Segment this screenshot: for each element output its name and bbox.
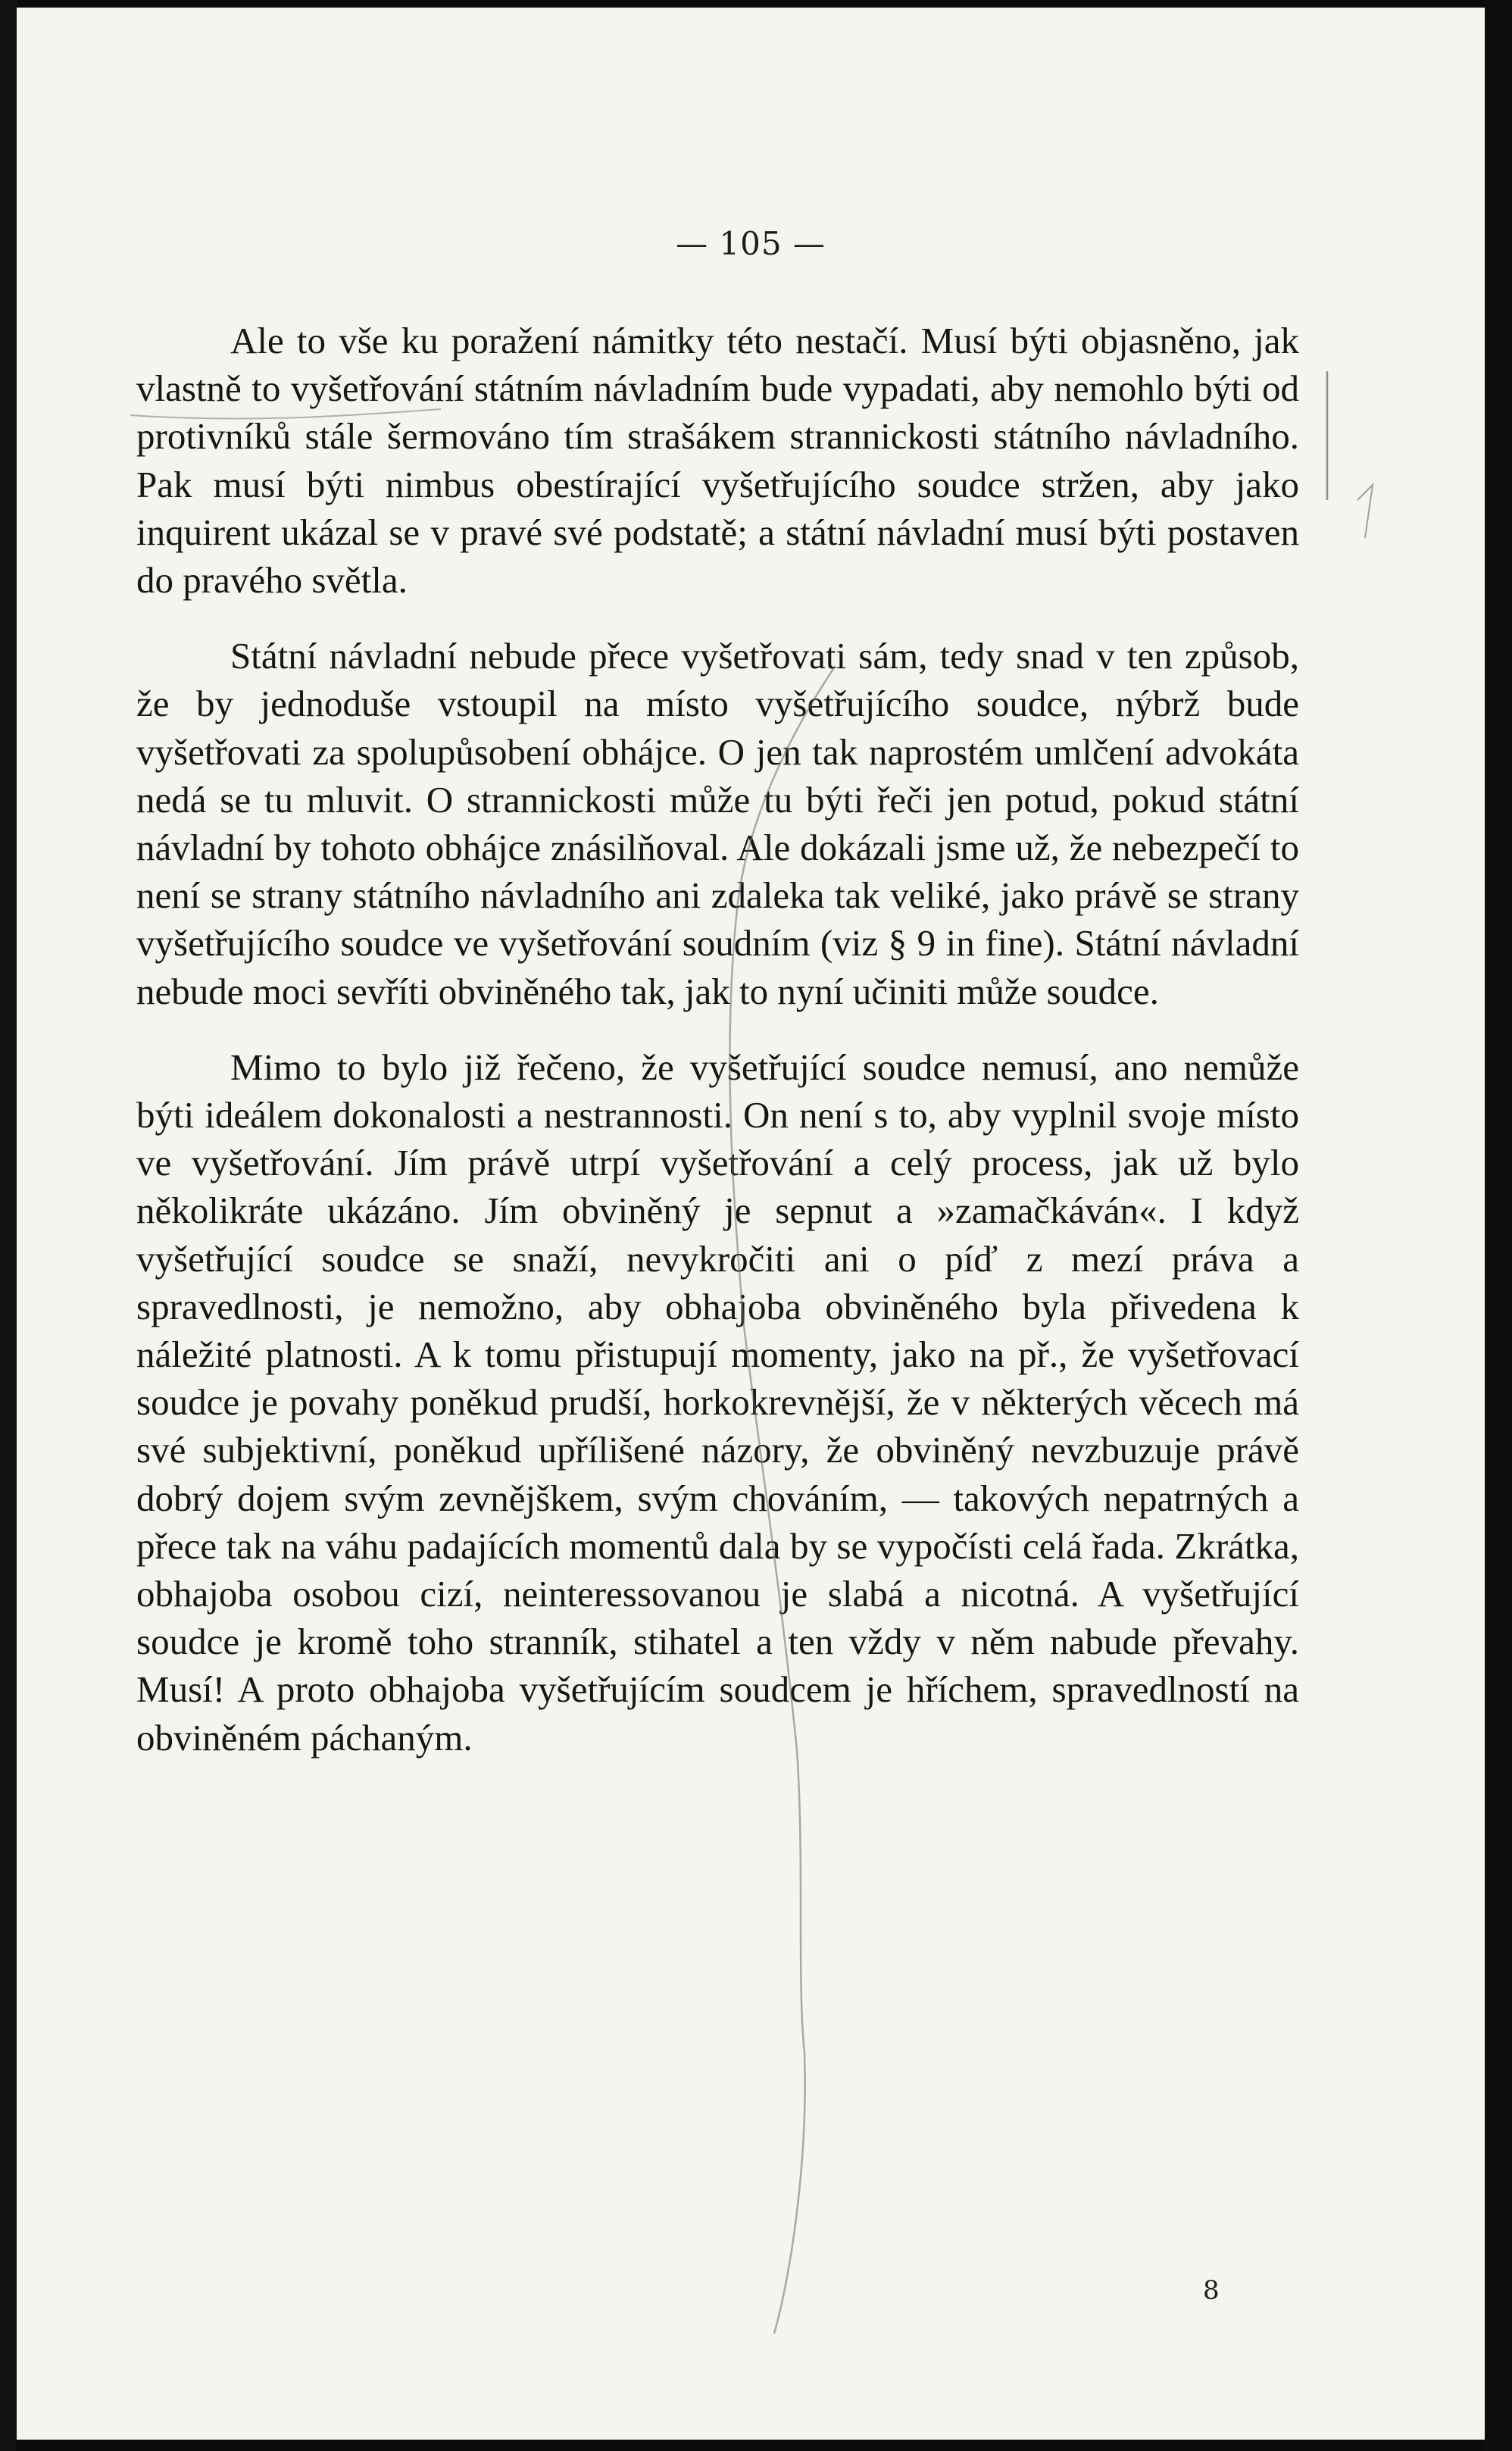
paragraph-1: Ale to vše ku poražení námitky této nestačí. Musí býti objasněno, jak vlastně to vyšetřování státním návladním bude vypadati, aby nemohlo býti od protivníků stále šermováno tím strašákem strannickosti státního návladního. Pak musí býti nimbus obestírající vyšetřujícího soudce stržen, aby jako inquirent ukázal se v pravé své podstatě; a státní návladní musí býti postaven do pravého světla.	[136, 320, 1299, 602]
scan-border-left	[0, 0, 17, 2451]
paragraph-3: Mimo to bylo již řečeno, že vyšetřující soudce nemusí, ano nemůže býti ideálem dokonalosti a nestrannosti. On není s to, aby vyplnil svoje místo ve vyšetřování. Jím právě utrpí vyšetřování a celý process, jak už bylo několikráte ukázáno. Jím obviněný je sepnut a »zamačkáván«. I když vyšetřující soudce se snaží, nevykročiti ani o píď z mezí práva a spravedlnosti, je nemožno, aby obhajoba obviněného byla přivedena k náležité platnosti. A k tomu přistupují momenty, jako na př., že vyšetřovací soudce je povahy poněkud prudší, horkokrevnější, že v některých věcech má své subjektivní, poněkud upřílišené názory, že obviněný nevzbuzuje právě dobrý dojem svým zevnějškem, svým chováním, — takových nepatrných a přece tak na váhu padajících momentů dala by se vypočísti celá řada. Zkrátka, obhajoba osobou cizí, neinteressovanou je slabá a nicotná. A vyšetřující soudce je kromě toho stranník, stihatel a ten vždy v něm nabude převahy. Musí! A proto obhajoba vyšetřujícím soudcem je hříchem, spravedlností na obviněném páchaným.	[136, 1046, 1299, 1759]
paragraph-2: Státní návladní nebude přece vyšetřovati sám, tedy snad v ten způsob, že by jednoduše vstoupil na místo vyšetřujícího soudce, nýbrž bude vyšetřovati za spolupůsobení obhájce. O jen tak naprostém umlčení advokáta nedá se tu mluvit. O strannickosti může tu býti řeči jen potud, pokud státní návladní by tohoto obhájce znásilňoval. Ale dokázali jsme už, že nebezpečí to není se strany státního návladního ani zdaleka tak veliké, jako právě se strany vyšetřujícího soudce ve vyšetřování soudním (viz § 9 in fine). Státní návladní nebude moci sevříti obviněného tak, jak to nyní učiniti může soudce.	[136, 635, 1299, 1012]
page-number: — 105 —	[676, 225, 826, 262]
scan-border-right	[1485, 0, 1512, 2451]
book-page	[17, 8, 1485, 2440]
body-text	[136, 317, 1299, 1762]
margin-hook-mark	[1357, 485, 1373, 538]
printer-signature-mark: 8	[1203, 2275, 1220, 2306]
